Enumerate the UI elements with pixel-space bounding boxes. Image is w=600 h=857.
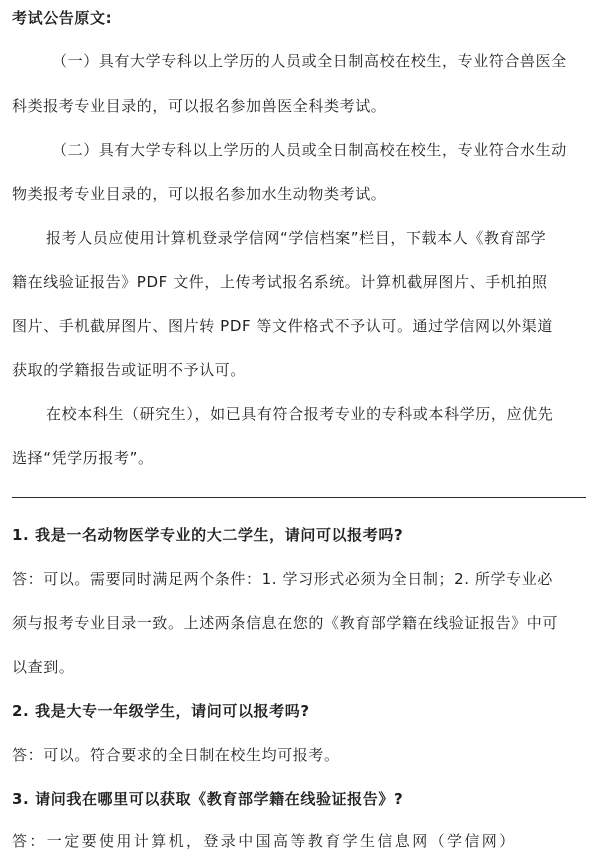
notice-line: 报考人员应使用计算机登录学信网“学信档案”栏目，下载本人《教育部学 [46, 229, 547, 247]
faq-answer-1-line: 须与报考专业目录一致。上述两条信息在您的《教育部学籍在线验证报告》中可 [12, 614, 559, 632]
notice-line: 图片、手机截屏图片、图片转 PDF 等文件格式不予认可。通过学信网以外渠道 [12, 317, 553, 335]
notice-header: 考试公告原文: [12, 9, 113, 27]
faq-answer-1-line: 答：可以。需要同时满足两个条件：1. 学习形式必须为全日制；2. 所学专业必 [12, 570, 553, 588]
faq-answer-1-line: 以查到。 [12, 658, 75, 676]
section-divider [12, 497, 586, 498]
notice-line: （二）具有大学专科以上学历的人员或全日制高校在校生，专业符合水生动 [52, 141, 567, 159]
notice-line: 物类报考专业目录的，可以报名参加水生动物类考试。 [12, 185, 387, 203]
notice-line: 籍在线验证报告》PDF 文件，上传考试报名系统。计算机截屏图片、手机拍照 [12, 273, 548, 291]
faq-question-1: 1. 我是一名动物医学专业的大二学生，请问可以报考吗? [12, 526, 404, 544]
notice-line: 在校本科生（研究生），如已具有符合报考专业的专科或本科学历，应优先 [46, 405, 554, 423]
notice-line: 获取的学籍报告或证明不予认可。 [12, 361, 247, 379]
faq-answer-3: 答：一定要使用计算机，登录中国高等教育学生信息网（学信网） [12, 832, 517, 850]
notice-line: 选择“凭学历报考”。 [12, 449, 154, 467]
faq-question-3: 3. 请问我在哪里可以获取《教育部学籍在线验证报告》? [12, 790, 404, 808]
faq-answer-2: 答：可以。符合要求的全日制在校生均可报考。 [12, 746, 340, 764]
notice-line: 科类报考专业目录的，可以报名参加兽医全科类考试。 [12, 97, 387, 115]
faq-question-2: 2. 我是大专一年级学生，请问可以报考吗? [12, 702, 310, 720]
notice-line: （一）具有大学专科以上学历的人员或全日制高校在校生，专业符合兽医全 [52, 52, 567, 70]
